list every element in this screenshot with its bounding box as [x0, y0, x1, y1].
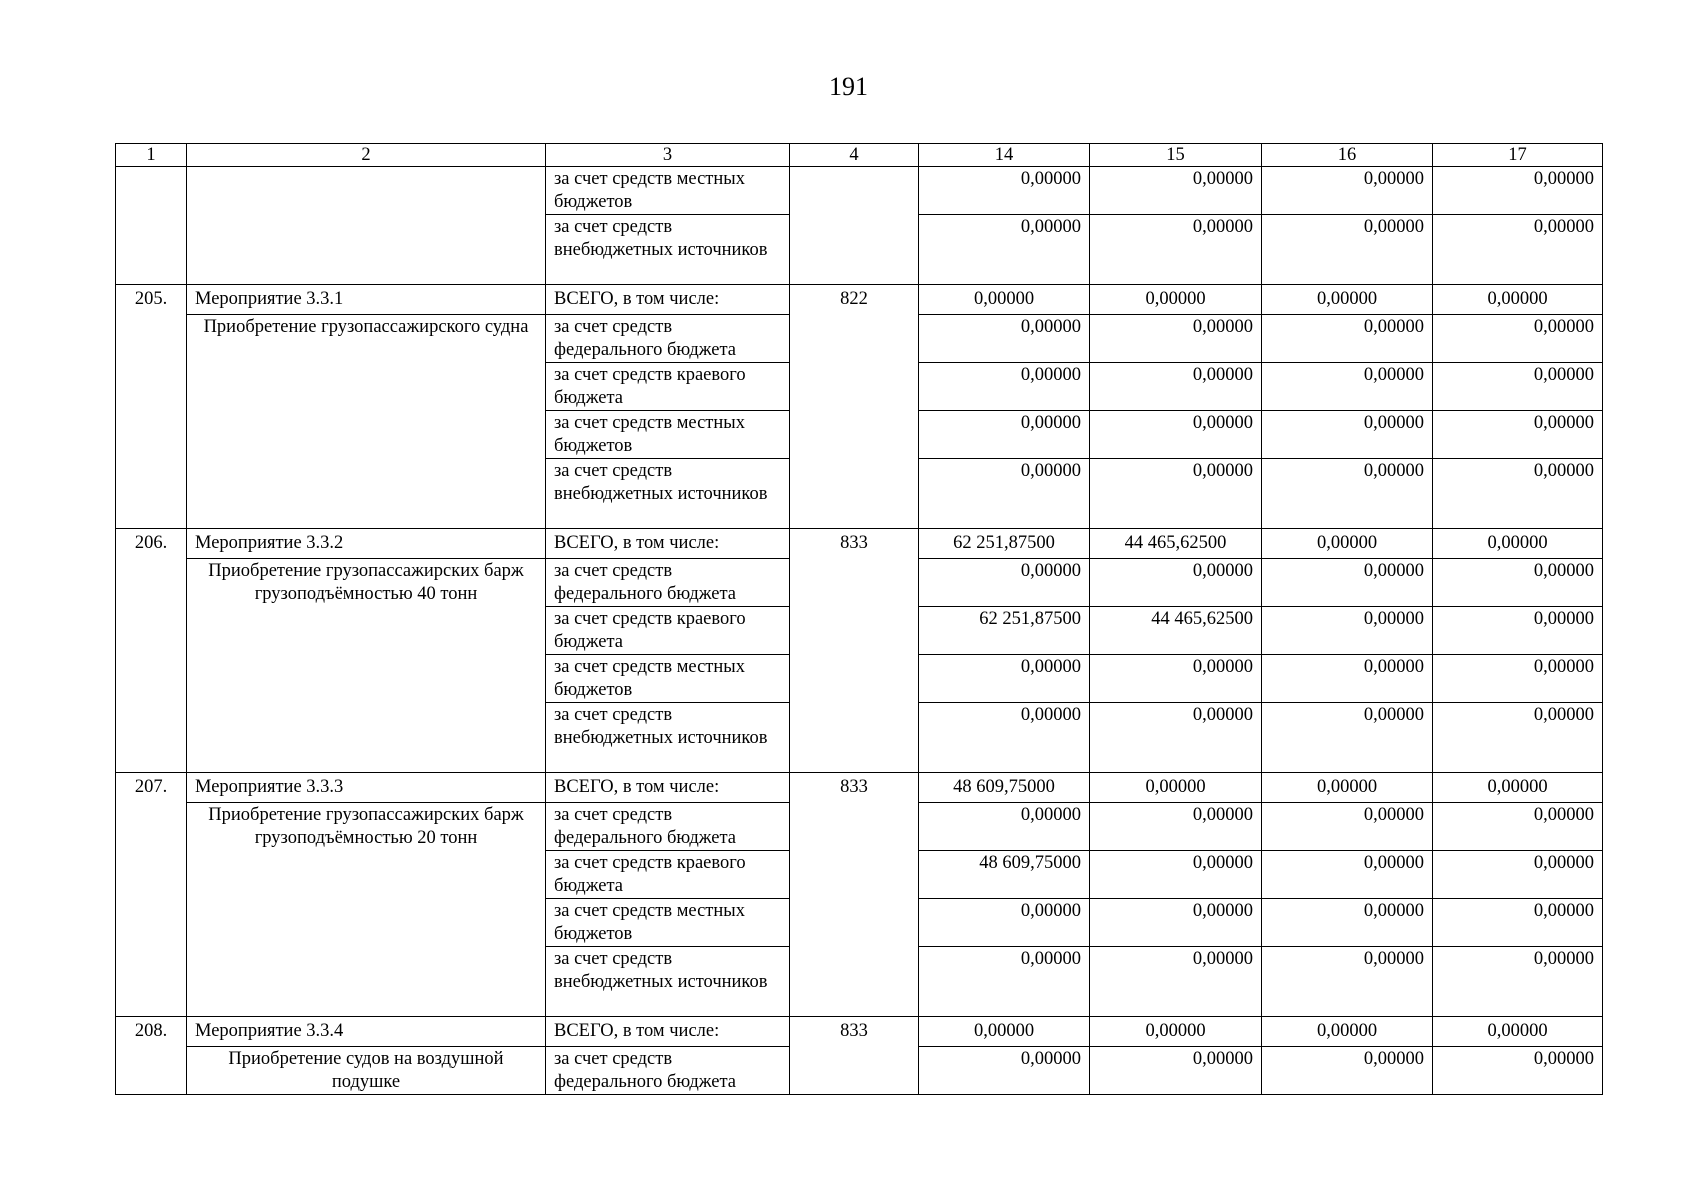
value-cell: 0,00000: [1262, 459, 1433, 529]
value-cell: 0,00000: [919, 1047, 1090, 1095]
header-cell: 4: [790, 144, 919, 167]
row-number-cell: 206.: [116, 529, 187, 773]
total-value-cell: 0,00000: [1433, 285, 1603, 315]
code-cell: 833: [790, 529, 919, 773]
value-cell: 0,00000: [919, 803, 1090, 851]
row-number-cell: [116, 167, 187, 285]
value-cell: 44 465,62500: [1090, 607, 1262, 655]
row-number-cell: 208.: [116, 1017, 187, 1095]
value-cell: 0,00000: [919, 411, 1090, 459]
total-label-cell: ВСЕГО, в том числе:: [546, 285, 790, 315]
value-cell: 0,00000: [1433, 559, 1603, 607]
value-cell: 0,00000: [1262, 803, 1433, 851]
budget-table: [115, 143, 1603, 1095]
value-cell: 0,00000: [1090, 947, 1262, 1017]
total-value-cell: 0,00000: [1433, 1017, 1603, 1047]
funding-source-cell: за счет средств краевого бюджета: [546, 607, 790, 655]
value-cell: 0,00000: [1433, 851, 1603, 899]
funding-source-cell: за счет средств местных бюджетов: [546, 167, 790, 215]
funding-source-cell: за счет средств местных бюджетов: [546, 655, 790, 703]
value-cell: 0,00000: [1433, 315, 1603, 363]
funding-source-cell: за счет средств краевого бюджета: [546, 363, 790, 411]
value-cell: 0,00000: [1262, 363, 1433, 411]
activity-cell: [187, 167, 546, 285]
value-cell: 0,00000: [1262, 607, 1433, 655]
header-cell: 3: [546, 144, 790, 167]
value-cell: 0,00000: [1433, 215, 1603, 285]
value-cell: 0,00000: [1090, 559, 1262, 607]
value-cell: 0,00000: [1090, 803, 1262, 851]
value-cell: 0,00000: [1262, 167, 1433, 215]
header-cell: 1: [116, 144, 187, 167]
funding-source-cell: за счет средств краевого бюджета: [546, 851, 790, 899]
header-cell: 15: [1090, 144, 1262, 167]
value-cell: 0,00000: [1262, 315, 1433, 363]
value-cell: 0,00000: [919, 215, 1090, 285]
total-value-cell: 62 251,87500: [919, 529, 1090, 559]
total-label-cell: ВСЕГО, в том числе:: [546, 529, 790, 559]
funding-source-cell: за счет средств внебюджетных источников: [546, 703, 790, 773]
total-label-cell: ВСЕГО, в том числе:: [546, 1017, 790, 1047]
funding-source-cell: за счет средств местных бюджетов: [546, 411, 790, 459]
funding-source-cell: за счет средств внебюджетных источников: [546, 947, 790, 1017]
value-cell: 0,00000: [1262, 851, 1433, 899]
value-cell: 0,00000: [1090, 167, 1262, 215]
value-cell: 0,00000: [1090, 899, 1262, 947]
value-cell: 0,00000: [919, 315, 1090, 363]
activity-title-cell: Мероприятие 3.3.2: [187, 529, 546, 559]
value-cell: 0,00000: [1433, 411, 1603, 459]
total-value-cell: 0,00000: [1262, 773, 1433, 803]
value-cell: 0,00000: [1090, 1047, 1262, 1095]
value-cell: 0,00000: [1433, 703, 1603, 773]
total-value-cell: 48 609,75000: [919, 773, 1090, 803]
value-cell: 0,00000: [1090, 851, 1262, 899]
code-cell: 822: [790, 285, 919, 529]
table-body: [116, 144, 1603, 1095]
total-value-cell: 0,00000: [919, 285, 1090, 315]
value-cell: 0,00000: [1262, 215, 1433, 285]
row-number-cell: 207.: [116, 773, 187, 1017]
value-cell: 0,00000: [1090, 459, 1262, 529]
funding-source-cell: за счет средств федерального бюджета: [546, 315, 790, 363]
value-cell: 0,00000: [919, 167, 1090, 215]
value-cell: 0,00000: [1433, 607, 1603, 655]
activity-description-cell: Приобретение грузопассажирского судна: [187, 315, 546, 529]
value-cell: 0,00000: [919, 703, 1090, 773]
total-value-cell: 0,00000: [1433, 529, 1603, 559]
funding-source-cell: за счет средств местных бюджетов: [546, 899, 790, 947]
total-value-cell: 44 465,62500: [1090, 529, 1262, 559]
value-cell: 0,00000: [1433, 363, 1603, 411]
total-value-cell: 0,00000: [1262, 1017, 1433, 1047]
value-cell: 0,00000: [1433, 803, 1603, 851]
activity-total-row: [116, 1017, 1603, 1047]
value-cell: 0,00000: [1262, 655, 1433, 703]
value-cell: 48 609,75000: [919, 851, 1090, 899]
value-cell: 0,00000: [1262, 899, 1433, 947]
value-cell: 0,00000: [1090, 655, 1262, 703]
funding-source-cell: за счет средств федерального бюджета: [546, 803, 790, 851]
total-value-cell: 0,00000: [919, 1017, 1090, 1047]
funding-source-cell: за счет средств внебюджетных источников: [546, 459, 790, 529]
value-cell: 0,00000: [1262, 1047, 1433, 1095]
value-cell: 62 251,87500: [919, 607, 1090, 655]
value-cell: 0,00000: [1433, 1047, 1603, 1095]
value-cell: 0,00000: [919, 363, 1090, 411]
total-value-cell: 0,00000: [1090, 285, 1262, 315]
activity-description-cell: Приобретение судов на воздушной подушке: [187, 1047, 546, 1095]
value-cell: 0,00000: [919, 899, 1090, 947]
value-cell: 0,00000: [1433, 899, 1603, 947]
funding-source-cell: за счет средств федерального бюджета: [546, 1047, 790, 1095]
value-cell: 0,00000: [1433, 947, 1603, 1017]
activity-title-cell: Мероприятие 3.3.4: [187, 1017, 546, 1047]
header-cell: 2: [187, 144, 546, 167]
total-label-cell: ВСЕГО, в том числе:: [546, 773, 790, 803]
code-cell: 833: [790, 1017, 919, 1095]
total-value-cell: 0,00000: [1433, 773, 1603, 803]
total-value-cell: 0,00000: [1262, 529, 1433, 559]
value-cell: 0,00000: [1433, 167, 1603, 215]
value-cell: 0,00000: [1433, 459, 1603, 529]
value-cell: 0,00000: [1090, 315, 1262, 363]
total-value-cell: 0,00000: [1262, 285, 1433, 315]
code-cell: [790, 167, 919, 285]
value-cell: 0,00000: [1262, 947, 1433, 1017]
value-cell: 0,00000: [1090, 703, 1262, 773]
table-row: [116, 167, 1603, 215]
row-number-cell: 205.: [116, 285, 187, 529]
activity-total-row: [116, 529, 1603, 559]
header-cell: 16: [1262, 144, 1433, 167]
value-cell: 0,00000: [1262, 411, 1433, 459]
value-cell: 0,00000: [919, 655, 1090, 703]
value-cell: 0,00000: [919, 559, 1090, 607]
value-cell: 0,00000: [1090, 411, 1262, 459]
header-row: [116, 144, 1603, 167]
value-cell: 0,00000: [1090, 215, 1262, 285]
activity-description-cell: Приобретение грузопассажирских барж грузоподъёмностью 40 тонн: [187, 559, 546, 773]
activity-description-cell: Приобретение грузопассажирских барж грузоподъёмностью 20 тонн: [187, 803, 546, 1017]
funding-source-cell: за счет средств внебюджетных источников: [546, 215, 790, 285]
code-cell: 833: [790, 773, 919, 1017]
activity-title-cell: Мероприятие 3.3.1: [187, 285, 546, 315]
activity-total-row: [116, 285, 1603, 315]
total-value-cell: 0,00000: [1090, 1017, 1262, 1047]
value-cell: 0,00000: [919, 459, 1090, 529]
value-cell: 0,00000: [919, 947, 1090, 1017]
value-cell: 0,00000: [1262, 703, 1433, 773]
total-value-cell: 0,00000: [1090, 773, 1262, 803]
activity-title-cell: Мероприятие 3.3.3: [187, 773, 546, 803]
header-cell: 17: [1433, 144, 1603, 167]
funding-source-cell: за счет средств федерального бюджета: [546, 559, 790, 607]
value-cell: 0,00000: [1262, 559, 1433, 607]
header-cell: 14: [919, 144, 1090, 167]
value-cell: 0,00000: [1433, 655, 1603, 703]
activity-total-row: [116, 773, 1603, 803]
page-number: 191: [829, 72, 868, 101]
value-cell: 0,00000: [1090, 363, 1262, 411]
